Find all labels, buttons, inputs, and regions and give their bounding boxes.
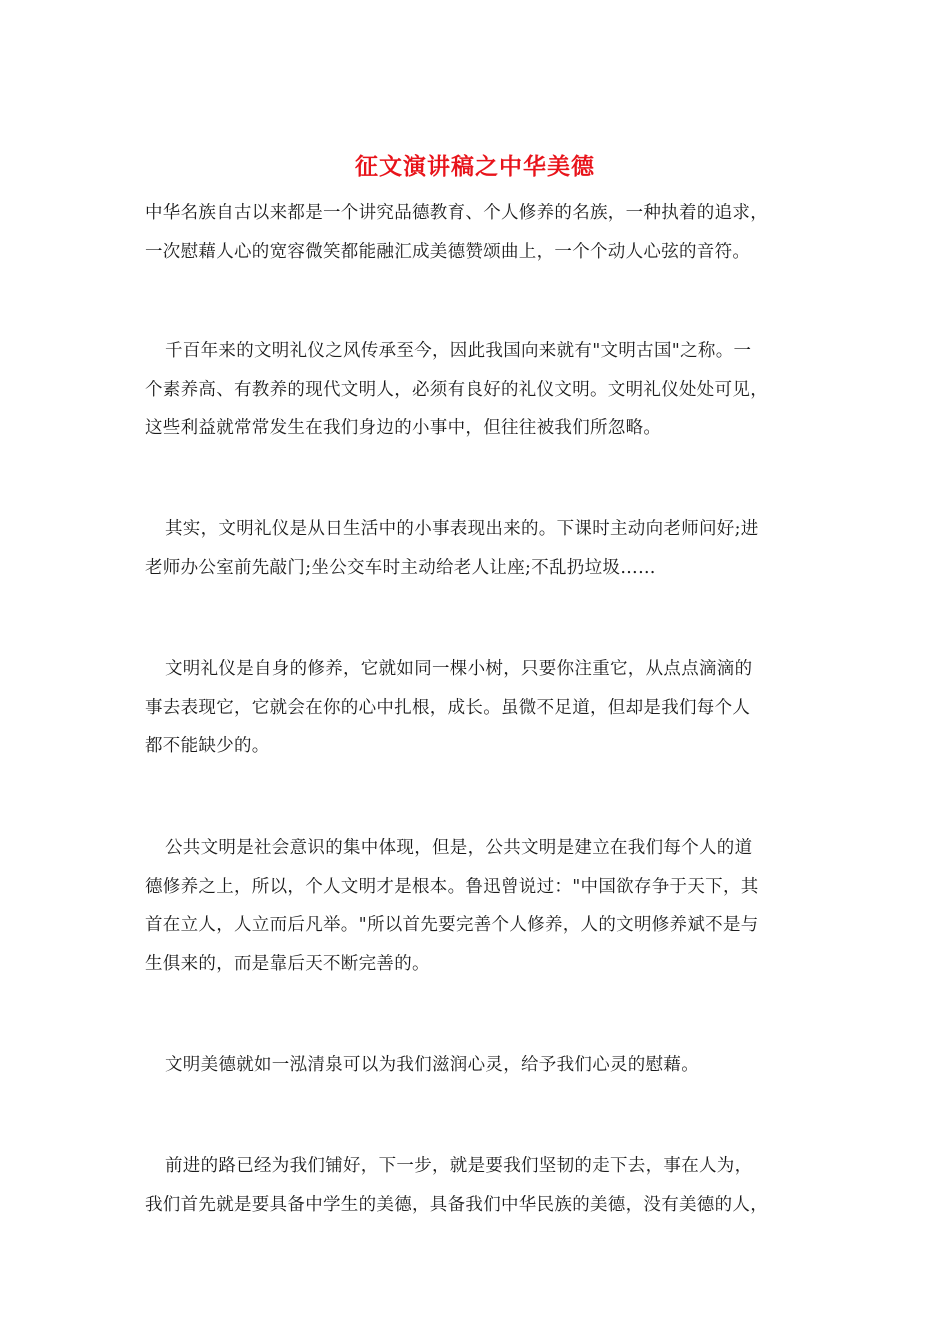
paragraph-line: 公共文明是社会意识的集中体现，但是，公共文明是建立在我们每个人的道 <box>165 838 753 858</box>
paragraph-line: 生俱来的，而是靠后天不断完善的。 <box>145 953 430 974</box>
paragraph-line: 都不能缺少的。 <box>145 736 270 756</box>
paragraph-line: 这些利益就常常发生在我们身边的小事中，但往往被我们所忽略。 <box>145 418 662 438</box>
paragraph-3 <box>145 510 811 587</box>
paragraph-line: 其实，文明礼仪是从日生活中的小事表现出来的。下课时主动向老师问好;进 <box>165 519 759 539</box>
paragraph-line: 我们首先就是要具备中学生的美德，具备我们中华民族的美德，没有美德的人， <box>145 1194 768 1215</box>
paragraph-1 <box>145 194 811 271</box>
paragraph-line: 老师办公室前先敲门;坐公交车时主动给老人让座;不乱扔垃圾…… <box>145 557 656 578</box>
paragraph-line: 中华名族自古以来都是一个讲究品德教育、个人修养的名族，一种执着的追求， <box>145 203 768 223</box>
paragraph-line: 事去表现它，它就会在你的心中扎根，成长。虽微不足道，但却是我们每个人 <box>145 697 751 718</box>
paragraph-5 <box>145 829 811 983</box>
paragraph-7 <box>145 1147 811 1224</box>
paragraph-line: 前进的路已经为我们铺好，下一步，就是要我们坚韧的走下去，事在人为， <box>165 1156 753 1176</box>
paragraph-6 <box>145 1046 811 1085</box>
paragraph-4 <box>145 650 811 766</box>
paragraph-line: 一次慰藉人心的宽容微笑都能融汇成美德赞颂曲上，一个个动人心弦的音符。 <box>145 241 751 262</box>
document-title: 征文演讲稿之中华美德 <box>355 153 595 180</box>
paragraph-2 <box>145 332 811 448</box>
paragraph-line: 个素养高、有教养的现代文明人，必须有良好的礼仪文明。文明礼仪处处可见， <box>145 379 768 400</box>
paragraph-line: 德修养之上，所以，个人文明才是根本。鲁迅曾说过："中国欲存争于天下，其 <box>145 876 759 897</box>
paragraph-line: 千百年来的文明礼仪之风传承至今，因此我国向来就有"文明古国"之称。一 <box>165 341 752 361</box>
paragraph-line: 文明美德就如一泓清泉可以为我们滋润心灵，给予我们心灵的慰藉。 <box>165 1055 699 1075</box>
paragraph-line: 文明礼仪是自身的修养，它就如同一棵小树，只要你注重它，从点点滴滴的 <box>165 659 753 679</box>
paragraph-line: 首在立人，人立而后凡举。"所以首先要完善个人修养，人的文明修养斌不是与 <box>145 915 759 935</box>
